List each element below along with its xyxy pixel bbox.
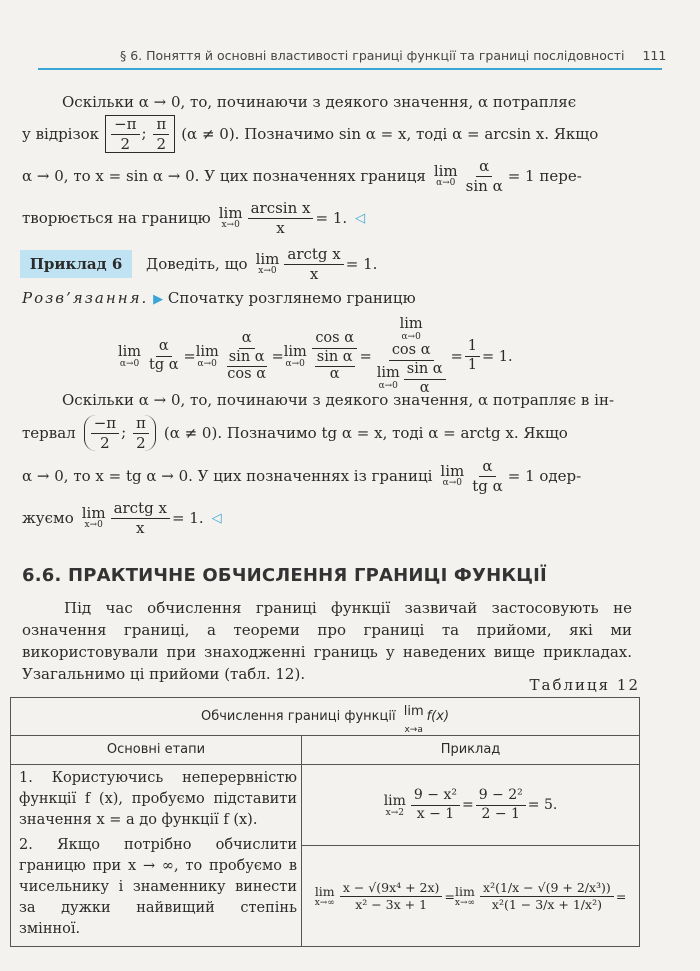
section-paragraph: Під час обчислення границі функції зазвичай застосовують не означення границі, а теореми про границі та прийоми, які ми використовували при знаходженні границь у наведених вище прикладах. Узагальнимо ці прийоми (табл. 12).: [22, 599, 632, 683]
intro-l2a: у відрізок: [22, 124, 100, 143]
lim-op: lim x→∞: [454, 884, 476, 908]
frac-cos-over-sin: cos α sin α α: [312, 331, 358, 383]
frac-pi-2: $\frac{\pi}{2}$: [153, 116, 169, 152]
col-header-steps: Основні етапи: [11, 736, 302, 765]
lim-op: lim x→0: [255, 250, 280, 276]
frac-a-sina: $\frac{\alpha}{\text{sin α}}$: [465, 157, 503, 195]
frac-ex2-b: $\frac{\text{x²(1/x − √(9 + 2/x³))}}{\text{x²(1 − 3/x + 1/x²)}}$: [480, 881, 614, 912]
p2b: (α ≠ 0). Позначимо tg α = x, тоді α = arctg x. Якщо: [163, 423, 568, 442]
frac-ex1-a: $\frac{\text{9 − x²}}{x - 1}$: [411, 788, 460, 822]
lim-op: lim α→0: [195, 344, 219, 369]
step-2: 2. Якщо потрібно обчислити границю при x → ∞, то пробуємо в чисельнику і знаменнику винести за дужки найвищий степінь змінної.: [19, 837, 297, 937]
solution-label: Розв’язання.: [22, 289, 149, 307]
solution-start-icon: ▶: [153, 292, 164, 307]
par2-line-4: [22, 500, 222, 536]
ex2-tail: =: [615, 888, 627, 904]
example-task: [146, 246, 377, 282]
example-2: lim x→∞ $\frac{\text{x − √(9x⁴ + 2x)}}{\text{x² − 3x + 1}}$ = lim x→∞ $\frac{\text{x²(1/x − √(9 + 2/x³))}}{\text{x²(1 − 3/x + 1/x²)}}$ =: [314, 879, 627, 912]
frac-ex1-b: $\frac{\text{9 − 2²}}{2 - 1}$: [476, 788, 526, 822]
lim-op: lim α→0: [118, 344, 142, 369]
intro-line-4: [22, 200, 365, 236]
step-1: 1. Користуючись неперервністю функції f (x), пробуємо підставити значення x = a до функції f (x).: [19, 770, 297, 828]
frac-arcsin: $\frac{\text{arcsin x}}{x}$: [248, 200, 314, 236]
p2a: тервал: [22, 423, 76, 442]
page-number: 111: [642, 48, 667, 63]
frac-neg-pi-2: $\frac{-\pi}{2}$: [91, 415, 119, 451]
lim-op: lim x→0: [218, 204, 243, 230]
solution-line: [22, 291, 416, 306]
frac-a-tga: $\frac{\alpha}{\text{tg α}}$: [472, 457, 503, 495]
frac-a-tga: $\frac{\alpha}{\text{tg α}}$: [149, 338, 179, 374]
frac-arctg: $\frac{\text{arctg x}}{x}$: [111, 500, 170, 536]
p4b: = 1.: [171, 508, 204, 527]
example-2-cell: [302, 846, 640, 947]
frac-neg-pi-2: $\frac{-\pi}{2}$: [111, 116, 139, 152]
frac-one-one: $\frac{1}{1}$: [465, 339, 480, 374]
table-title: [11, 698, 640, 736]
lim-op: lim α→0: [283, 344, 307, 369]
lim-op: lim α→0: [433, 162, 458, 188]
par2-line-3: [22, 458, 581, 494]
derivation: lim α→0 $\frac{\alpha}{\text{tg α}}$ = lim α→0 α sin α cos α = lim α→0 cos α sin α α = lim α→0 cos α lim α→0 $\frac{\text{sin α}}{\alpha}$ = $\frac{1}{1}$ = 1.: [118, 316, 513, 396]
example-1-cell: [302, 765, 640, 846]
header-text: § 6. Поняття й основні властивості границі функції та границі послідовності: [120, 48, 625, 63]
intro-line-3: [22, 158, 582, 194]
intro-l3b: = 1 пере-: [507, 166, 582, 185]
p4a: жуємо: [22, 508, 74, 527]
frac-a-sin-over-cos: α sin α cos α: [227, 329, 266, 382]
table-title-text: Обчислення границі функції: [200, 709, 396, 724]
running-header: [120, 48, 667, 63]
col-header-example: Приклад: [302, 736, 640, 765]
par2-line-2: [22, 415, 568, 451]
p3a: α → 0, то x = tg α → 0. У цих позначеннях із границі: [22, 466, 433, 485]
frac-ex2-a: $\frac{\text{x − √(9x⁴ + 2x)}}{\text{x² − 3x + 1}}$: [340, 881, 443, 912]
section-title: 6.6. ПРАКТИЧНЕ ОБЧИСЛЕННЯ ГРАНИЦІ ФУНКЦІЇ: [22, 565, 547, 586]
lim-op: lim x→∞: [314, 884, 335, 908]
solution-text: Спочатку розглянемо границю: [167, 289, 416, 307]
table-caption: Таблиця 12: [529, 676, 640, 694]
table-12: [10, 697, 640, 947]
lim-op: lim x→a: [403, 704, 424, 735]
interval-paren: $\frac{-\pi}{2}$ ; $\frac{\pi}{2}$: [84, 415, 156, 451]
example-badge: Приклад 6: [20, 250, 132, 278]
intro-l4a: творюється на границю: [22, 208, 211, 227]
end-proof-icon: ◁: [211, 510, 222, 526]
frac-lim-ratio: lim α→0 cos α lim α→0 $\frac{\text{sin α}}{\alpha}$: [374, 317, 449, 397]
task-eq: = 1.: [345, 254, 378, 273]
intro-line-2: [22, 115, 598, 153]
ex1-result: = 5.: [527, 797, 558, 813]
intro-l2b: (α ≠ 0). Позначимо sin α = x, тоді α = arcsin x. Якщо: [181, 124, 599, 143]
frac-pi-2: $\frac{\pi}{2}$: [133, 415, 149, 451]
end-proof-icon: ◁: [355, 210, 366, 226]
p3b: = 1 одер-: [507, 466, 582, 485]
task-text: Доведіть, що: [146, 254, 248, 273]
lim-op: lim α→0: [440, 462, 465, 488]
intro-l3a: α → 0, то x = sin α → 0. У цих позначеннях границя: [22, 166, 426, 185]
lim-op: lim x→0: [81, 504, 106, 530]
intro-line-1: Оскільки α → 0, то, починаючи з деякого значення, α потрапляє: [62, 93, 577, 111]
example-1: lim x→2 $\frac{\text{9 − x²}}{x - 1}$ = $\frac{\text{9 − 2²}}{2 - 1}$ = 5.: [383, 787, 558, 822]
par2-line-1: Оскільки α → 0, то, починаючи з деякого значення, α потрапляє в ін-: [62, 391, 615, 409]
header-rule: [38, 68, 662, 70]
intro-l4b: = 1.: [315, 208, 348, 227]
lim-op: lim x→2: [383, 792, 406, 818]
steps-cell: [11, 765, 302, 947]
interval-bracket: $\frac{-\pi}{2}$ ; $\frac{\pi}{2}$: [105, 115, 175, 153]
table-title-fx: f(x): [426, 709, 450, 724]
frac-arctg: $\frac{\text{arctg x}}{x}$: [284, 246, 343, 282]
